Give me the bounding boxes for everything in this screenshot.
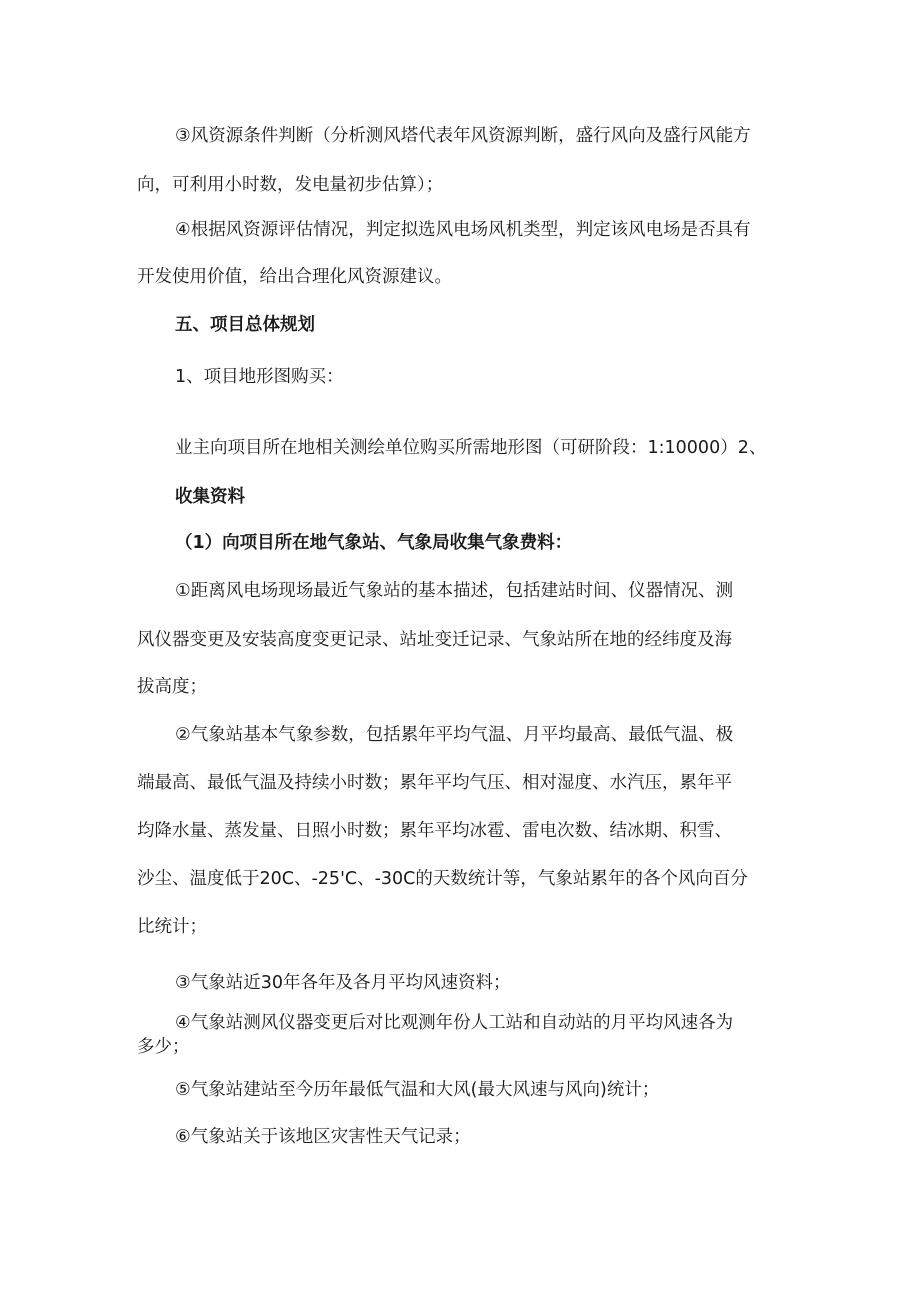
paragraph-line: ②气象站基本气象参数，包括累年平均气温、月平均最高、最低气温、极 [175, 725, 734, 745]
paragraph-line: 比统计； [137, 917, 207, 937]
paragraph-line: 沙尘、温度低于20C、-25'C、-30C的天数统计等，气象站累年的各个风向百分 [137, 869, 748, 889]
paragraph-line: 业主向项目所在地相关测绘单位购买所需地形图（可研阶段：1:10000）2、 [175, 438, 767, 458]
paragraph-line: 向，可利用小时数，发电量初步估算）； [137, 175, 444, 195]
paragraph-line: 多少； [137, 1037, 190, 1057]
paragraph-line: ④气象站测风仪器变更后对比观测年份人工站和自动站的月平均风速各为 [175, 1013, 734, 1033]
subsection-heading: 收集资料 [175, 487, 245, 507]
paragraph-line: ④根据风资源评估情况，判定拟选风电场风机类型，判定该风电场是否具有 [175, 220, 751, 240]
paragraph-line: ①距离风电场现场最近气象站的基本描述，包括建站时间、仪器情况、测 [175, 581, 734, 601]
paragraph-line: ③气象站近30年各年及各月平均风速资料； [175, 973, 511, 993]
paragraph-line: 端最高、最低气温及持续小时数；累年平均气压、相对湿度、水汽压，累年平 [137, 773, 732, 793]
paragraph-line: 开发使用价值，给出合理化风资源建议。 [137, 267, 452, 287]
paragraph-line: ③风资源条件判断（分析测风塔代表年风资源判断，盛行风向及盛行风能方 [175, 126, 751, 146]
subsection-heading: （1）向项目所在地气象站、气象局收集气象费料： [175, 533, 573, 553]
section-heading: 五、项目总体规划 [175, 315, 315, 335]
paragraph-line: ⑥气象站关于该地区灾害性天气记录； [175, 1127, 471, 1147]
paragraph-line: 风仪器变更及安装高度变更记录、站址变迁记录、气象站所在地的经纬度及海 [137, 630, 732, 650]
paragraph-line: 均降水量、蒸发量、日照小时数；累年平均冰雹、雷电次数、结冰期、积雪、 [137, 821, 732, 841]
paragraph-line: 拔高度； [137, 677, 207, 697]
paragraph-line: ⑤气象站建站至今历年最低气温和大风(最大风速与风向)统计； [175, 1080, 660, 1100]
subsection-heading: 1、项目地形图购买： [175, 367, 344, 387]
